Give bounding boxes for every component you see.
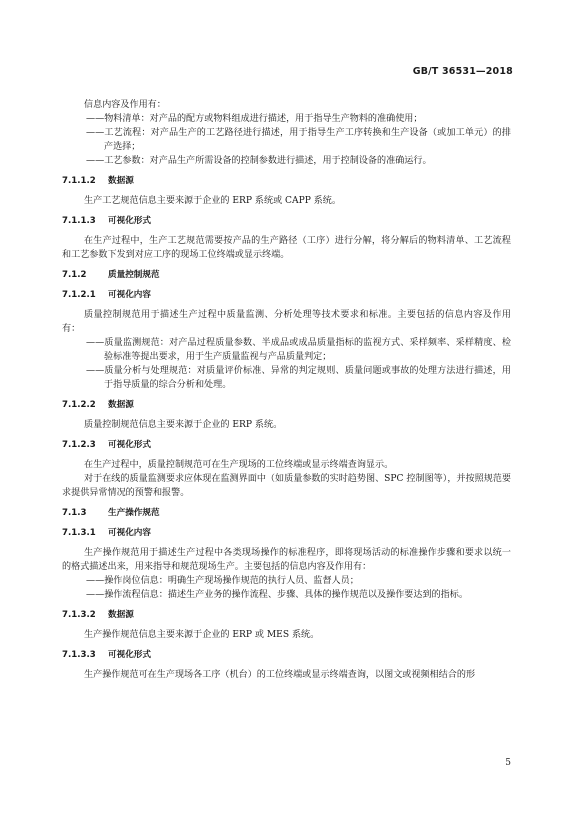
section-number: 7.1.2.2 <box>62 400 96 410</box>
paragraph: 质量控制规范用于描述生产过程中质量监测、分析处理等技术要求和标准。主要包括的信息内容及作用有： <box>62 310 511 334</box>
section-heading <box>62 214 511 228</box>
document-body <box>62 98 511 682</box>
paragraph: 在生产过程中，生产工艺规范需要按产品的生产路径（工序）进行分解，将分解后的物料清单、工艺流程和工艺参数下发到对应工序的现场工位终端或显示终端。 <box>62 236 511 260</box>
section-title: 质量控制规范 <box>108 270 160 280</box>
section-number: 7.1.2 <box>62 270 87 280</box>
section-number: 7.1.3.1 <box>62 528 96 538</box>
section-title: 数据源 <box>108 610 134 620</box>
section-heading <box>62 438 511 452</box>
section-title: 可视化形式 <box>108 440 151 450</box>
section-number: 7.1.3.2 <box>62 610 96 620</box>
section-heading <box>62 506 511 520</box>
section-number: 7.1.3.3 <box>62 650 96 660</box>
section-heading <box>62 288 511 302</box>
section-heading <box>62 174 511 188</box>
section-heading <box>62 648 511 662</box>
section-number: 7.1.2.1 <box>62 290 96 300</box>
section-title: 生产操作规范 <box>108 508 160 518</box>
section-title: 可视化内容 <box>108 290 151 300</box>
list-item: ——质量监测规范：对产品过程质量参数、半成品或成品质量指标的监视方式、采样频率、采样精度、检验标准等提出要求，用于生产质量监视与产品质量判定； <box>86 338 511 362</box>
list-item: ——物料清单：对产品的配方或物料组成进行描述，用于指导生产物料的准确使用； <box>86 114 423 124</box>
paragraph: 生产操作规范信息主要来源于企业的 ERP 或 MES 系统。 <box>84 630 320 640</box>
standard-number-header: GB/T 36531—2018 <box>412 66 513 77</box>
section-title: 数据源 <box>108 400 134 410</box>
paragraph: 对于在线的质量监测要求应体现在监测界面中（如质量参数的实时趋势图、SPC 控制图等），并按照规范要求提供异常情况的预警和报警。 <box>62 474 511 498</box>
section-number: 7.1.1.3 <box>62 216 96 226</box>
list-item: ——操作流程信息：描述生产业务的操作流程、步骤、具体的操作规范以及操作要达到的指标。 <box>86 590 468 600</box>
section-number: 7.1.3 <box>62 508 87 518</box>
list-item: ——工艺流程：对产品生产的工艺路径进行描述，用于指导生产工序转换和生产设备（或加工单元）的排产选择； <box>86 128 511 152</box>
paragraph: 生产操作规范用于描述生产过程中各类现场操作的标准程序，即将现场活动的标准操作步骤和要求以统一的格式描述出来，用来指导和规范现场生产。主要包括的信息内容及作用有： <box>62 548 511 572</box>
section-title: 可视化形式 <box>108 650 151 660</box>
section-number: 7.1.2.3 <box>62 440 96 450</box>
section-heading <box>62 398 511 412</box>
section-title: 可视化形式 <box>108 216 151 226</box>
list-item: ——工艺参数：对产品生产所需设备的控制参数进行描述，用于控制设备的准确运行。 <box>86 156 432 166</box>
paragraph: 质量控制规范信息主要来源于企业的 ERP 系统。 <box>84 420 283 430</box>
section-heading <box>62 608 511 622</box>
section-number: 7.1.1.2 <box>62 176 96 186</box>
paragraph: 信息内容及作用有： <box>84 100 166 110</box>
section-title: 数据源 <box>108 176 134 186</box>
section-heading <box>62 526 511 540</box>
section-title: 可视化内容 <box>108 528 151 538</box>
paragraph: 生产操作规范可在生产现场各工序（机台）的工位终端或显示终端查询，以图文或视频相结合的形 <box>84 670 476 680</box>
paragraph: 在生产过程中，质量控制规范可在生产现场的工位终端或显示终端查询显示。 <box>84 460 394 470</box>
section-heading <box>62 268 511 282</box>
paragraph: 生产工艺规范信息主要来源于企业的 ERP 系统或 CAPP 系统。 <box>84 196 341 206</box>
list-item: ——质量分析与处理规范：对质量评价标准、异常的判定规则、质量问题或事故的处理方法进行描述，用于指导质量的综合分析和处理。 <box>86 366 511 390</box>
list-item: ——操作岗位信息：明确生产现场操作规范的执行人员、监督人员； <box>86 576 359 586</box>
page-number: 5 <box>505 758 511 768</box>
